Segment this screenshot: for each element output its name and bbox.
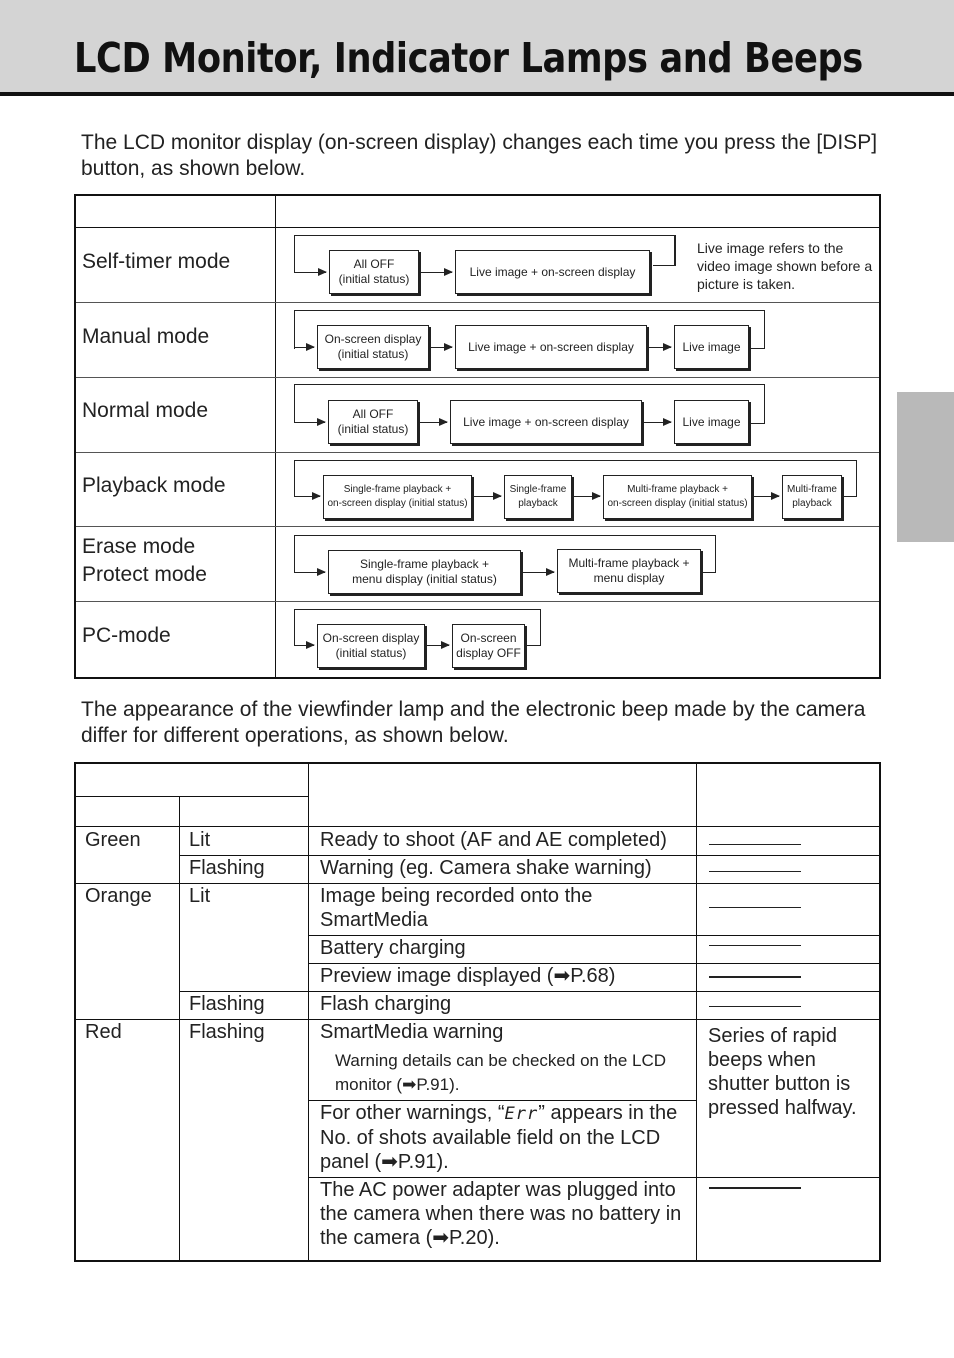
flow-node: Multi-frame playback + on-screen display (initial status)	[603, 475, 752, 519]
arrow-icon	[420, 422, 447, 423]
arrow-icon	[574, 496, 600, 497]
intro-lamp-text: The appearance of the viewfinder lamp and the electronic beep made by the camera differ for different operations, as shown below.	[81, 698, 866, 747]
row-divider	[76, 601, 879, 602]
row-divider	[76, 377, 879, 378]
lcd-column-divider	[275, 196, 276, 677]
lamp-meaning: SmartMedia warning	[320, 1021, 504, 1043]
flow-node: On-screen display OFF	[452, 624, 525, 668]
flow-node: Live image	[674, 325, 749, 369]
page-title: LCD Monitor, Indicator Lamps and Beeps	[74, 34, 863, 82]
flow-node: Live image + on-screen display	[455, 325, 647, 369]
lamp-meaning: Image being recorded onto the SmartMedia	[320, 885, 593, 931]
arrow-icon	[427, 645, 449, 646]
section-tab	[897, 392, 954, 542]
row-divider	[76, 452, 879, 453]
mode-label-self-timer: Self-timer mode	[82, 250, 231, 273]
lamp-meaning: Ready to shoot (AF and AE completed)	[320, 829, 667, 851]
arrow-icon	[431, 347, 452, 348]
lcd-header-divider	[76, 227, 879, 228]
meaning-text: ” appears in the No. of shots available field on the LCD panel (➡P.91).	[320, 1102, 678, 1173]
no-beep-dash	[709, 871, 801, 872]
row-divider	[76, 302, 879, 303]
lamp-state: Lit	[189, 829, 211, 851]
flow-node: Single-frame playback + on-screen display (initial status)	[323, 475, 472, 519]
lamp-meaning: Flash charging	[320, 993, 452, 1015]
lamp-color-orange: Orange	[85, 885, 152, 907]
loop-line	[751, 423, 765, 424]
loop-line	[675, 235, 676, 266]
flow-node: All OFF (initial status)	[329, 250, 419, 294]
lamp-color-red: Red	[85, 1021, 122, 1043]
loop-line	[653, 265, 676, 266]
flow-node: Live image + on-screen display	[455, 250, 650, 294]
lamp-meaning: Preview image displayed (➡P.68)	[320, 965, 616, 987]
no-beep-dash	[709, 907, 801, 908]
live-image-note: Live image refers to the video image shown before a picture is taken.	[697, 240, 873, 292]
intro-lcd-text: The LCD monitor display (on-screen display) changes each time you press the [DISP] button, as shown below.	[81, 131, 878, 180]
mode-label-pc: PC-mode	[82, 624, 171, 647]
lamp-meaning-note: Warning details can be checked on the LCD monitor (➡P.91).	[335, 1051, 667, 1094]
arrow-icon	[294, 645, 314, 646]
mode-label-erase-protect: Erase mode Protect mode	[82, 535, 207, 586]
header-divider	[76, 796, 308, 797]
no-beep-dash	[709, 976, 801, 978]
arrow-icon	[294, 422, 325, 423]
arrow-icon	[294, 272, 326, 273]
no-beep-dash	[709, 844, 801, 845]
arrow-icon	[649, 347, 671, 348]
arrow-icon	[294, 572, 325, 573]
lamp-meaning: Battery charging	[320, 937, 466, 959]
loop-line	[527, 645, 541, 646]
err-glyph: Err	[504, 1104, 539, 1124]
arrow-icon	[754, 496, 779, 497]
no-beep-dash	[709, 1187, 801, 1189]
meaning-text: For other warnings, “	[320, 1102, 505, 1124]
header-divider	[76, 826, 879, 827]
lamp-state: Flashing	[189, 993, 265, 1015]
flow-node: Live image	[674, 400, 749, 444]
flow-node: Multi-frame playback	[782, 475, 842, 519]
arrow-icon	[474, 496, 501, 497]
arrow-icon	[644, 422, 671, 423]
flow-node: Multi-frame playback + menu display	[557, 549, 701, 593]
flow-node: On-screen display (initial status)	[317, 325, 429, 369]
loop-line	[703, 572, 716, 573]
flow-node: Single-frame playback	[504, 475, 572, 519]
lamp-state: Flashing	[189, 1021, 265, 1043]
beep-description: Series of rapid beeps when shutter button is pressed halfway.	[708, 1025, 857, 1119]
column-divider	[179, 797, 180, 1260]
loop-line	[294, 235, 295, 273]
flow-node: Live image + on-screen display	[450, 400, 642, 444]
lamp-meaning: The AC power adapter was plugged into the camera when there was no battery in the camera (➡P.20).	[320, 1179, 682, 1249]
flow-node: All OFF (initial status)	[328, 400, 418, 444]
mode-label-playback: Playback mode	[82, 474, 226, 497]
flow-node: Single-frame playback + menu display (initial status)	[328, 550, 521, 594]
row-divider	[76, 526, 879, 527]
lamp-state: Flashing	[189, 857, 265, 879]
arrow-icon	[294, 496, 320, 497]
column-divider	[696, 764, 697, 1260]
no-beep-dash	[709, 1006, 801, 1007]
arrow-icon	[523, 572, 554, 573]
arrow-icon	[294, 347, 314, 348]
lamp-meaning: Warning (eg. Camera shake warning)	[320, 857, 652, 879]
column-divider	[308, 764, 309, 1260]
mode-label-normal: Normal mode	[82, 399, 209, 422]
page-header	[0, 0, 954, 96]
lamp-meaning	[320, 1101, 690, 1174]
lamp-state: Lit	[189, 885, 211, 907]
loop-line	[844, 496, 857, 497]
lamp-color-green: Green	[85, 829, 141, 851]
flow-node: On-screen display (initial status)	[317, 624, 425, 668]
mode-label-manual: Manual mode	[82, 325, 210, 348]
arrow-icon	[421, 272, 452, 273]
no-beep-dash	[709, 945, 801, 946]
loop-line	[751, 348, 765, 349]
